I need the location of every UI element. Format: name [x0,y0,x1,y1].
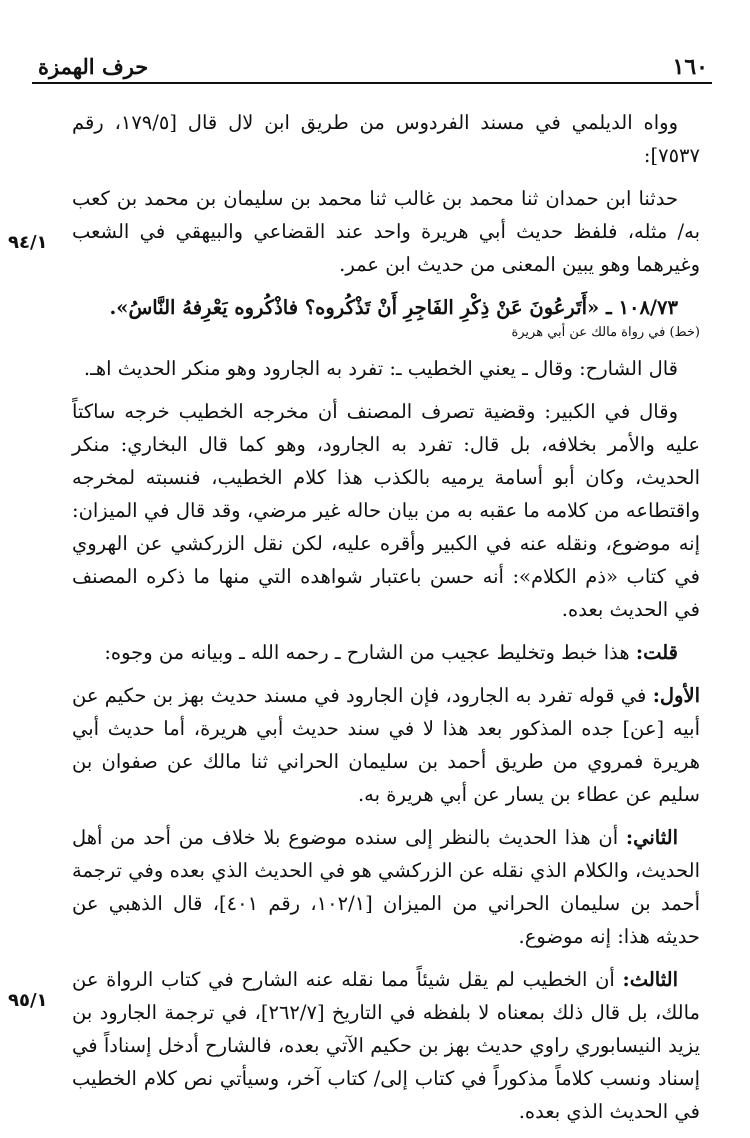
paragraph-text: هذا خبط وتخليط عجيب من الشارح ـ رحمه الله ـ وبيانه من وجوه: [104,641,630,664]
paragraph-text: في قوله تفرد به الجارود، فإن الجارود في مسند حديث بهز بن حكيم عن أبيه [عن] جده المذكور بعد هذا لا في سند حديث أبي هريرة، أما حديث أبي هريرة فمروي من طريق أحمد بن سليمان الحراني ثنا مالك عن صفوان بن سليم عن عطاء بن يسار عن أبي هريرة به. [72,684,700,806]
page-number: ١٦٠ [672,54,708,80]
paragraph-text: أن الخطيب لم يقل شيئاً مما نقله عنه الشارح في كتاب الرواة عن مالك، بل قال ذلك بمعناه لا بلفظه في التاريخ [٢٦٢/٧]، في ترجمة الجارود بن يزيد النيسابوري راوي حديث بهز بن حكيم الآتي بعده، فالشارح أدخل إسناداً في إسناد ونسب كلاماً مذكوراً في كتاب إلى/ كتاب آخر، وسيأتي نص كلام الخطيب في الحديث الذي بعده. [72,968,701,1123]
paragraph-text: أن هذا الحديث بالنظر إلى سنده موضوع بلا خلاف من أحد من أهل الحديث، والكلام الذي نقله عن الزركشي هو في الحديث الذي بعده وفي ترجمة أحمد بن سليمان الحراني من الميزان [١٠٢/١، رقم ٤٠١]، قال الذهبي عن حديثه هذا: إنه موضوع. [72,826,700,948]
paragraph [72,821,700,953]
paragraph: حدثنا ابن حمدان ثنا محمد بن غالب ثنا محمد بن سليمان بن محمد بن كعب به/ مثله، فلفظ حديث أبي هريرة واحد عند القضاعي والبيهقي في الشعب وغيرهما وهو يبين المعنى من حديث ابن عمر. [72,187,700,276]
paragraph [72,963,700,1128]
paragraph-lead: الثالث: [622,968,678,991]
paragraph: قال الشارح: وقال ـ يعني الخطيب ـ: تفرد به الجارود وهو منكر الحديث اهـ. [83,357,678,380]
paragraph-lead: الأول: [652,684,701,707]
paragraph: وواه الديلمي في مسند الفردوس من طريق ابن لال قال [١٧٩/٥، رقم ٧٥٣٧]: [72,111,700,167]
paragraph [72,636,700,669]
margin-reference: ٩٥/١ [8,990,48,1011]
margin-reference: ٩٤/١ [8,232,48,253]
paragraph-lead: قلت: [635,641,678,664]
paragraph: وقال في الكبير: وقضية تصرف المصنف أن مخرجه الخطيب خرجه ساكتاً عليه والأمر بخلافه، بل قال: تفرد به الجارود، وهو كما قال البخاري: منكر الحديث، وكان أبو أسامة يرميه بالكذب هذا كلام الخطيب، فنسبته لمخرجه واقتطاعه من كلامه ما عقبه به من بيان حاله غير مرضي، وقد قال في الميزان: إنه موضوع، ونقله عنه في الكبير وأقره عليه، لكن نقل الزركشي عن الهروي في كتاب «ذم الكلام»: أنه حسن باعتبار شواهده التي منها ما ذكره المصنف في الحديث بعده. [72,400,700,621]
hadith-source-note: (خط) في رواة مالك عن أبي هريرة [511,325,700,340]
paragraph [72,679,700,811]
page-header [32,52,712,84]
hadith-heading: ١٠٨/٧٣ ـ «أَتَرعُونَ عَنْ ذِكْرِ الفَاجِرِ أَنْ تَذْكُروه؟ فاذْكُروه يَعْرِفهُ النَّاسُ». [109,296,678,319]
paragraph-lead: الثاني: [625,826,678,849]
page-body [72,106,700,1138]
chapter-title: حرف الهمزة [38,54,149,79]
